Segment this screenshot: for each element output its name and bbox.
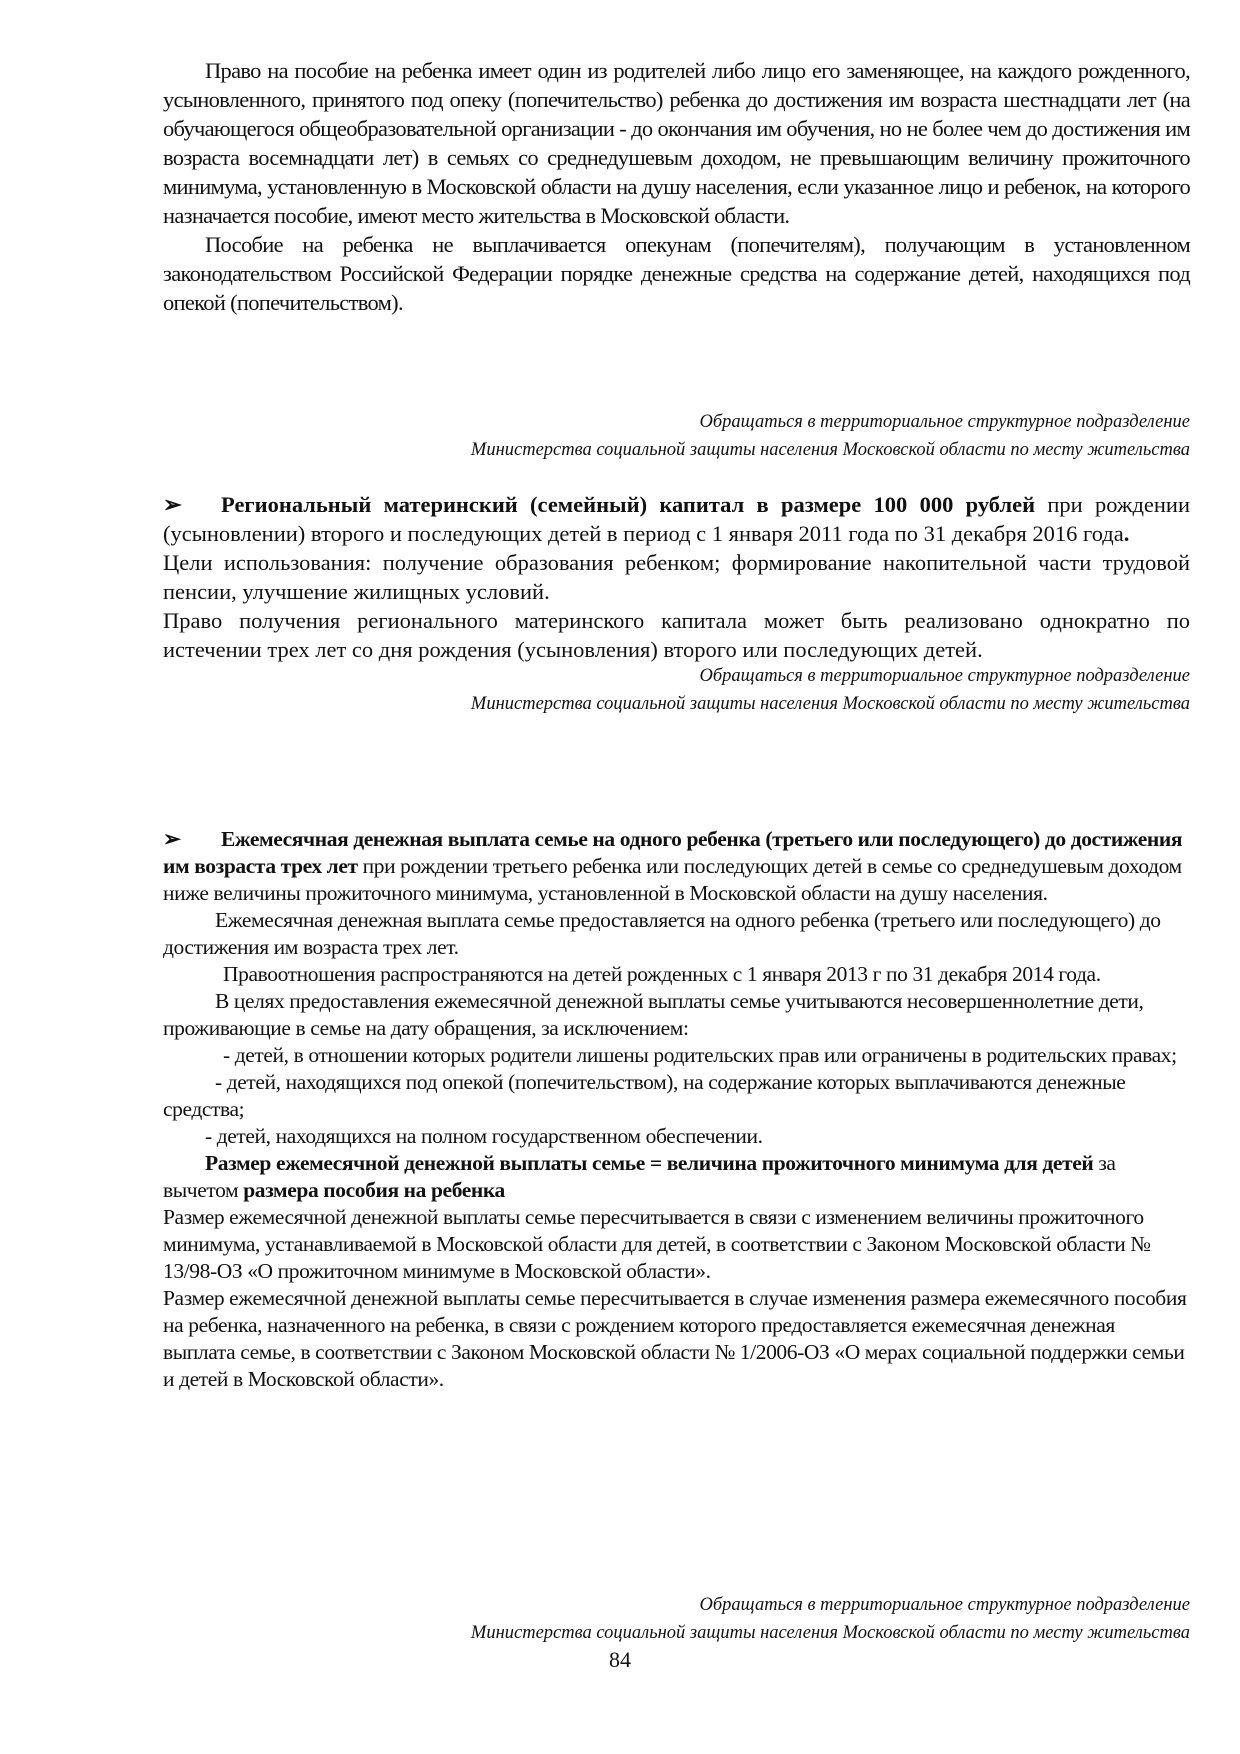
maternity-capital-title [163, 490, 1190, 548]
formula-minus: за вычетом [163, 1151, 1116, 1202]
section-maternity-capital [163, 490, 1190, 664]
contact-line-1: Обращаться в территориальное структурное подразделение [699, 412, 1190, 432]
exclusion-item-3: - детей, находящихся на полном государственном обеспечении. [205, 1124, 763, 1148]
contact-block-1 [163, 408, 1190, 464]
recalculation-paragraph-1: Размер ежемесячной денежной выплаты семье пересчитывается в связи с изменением величины прожиточного минимума, устанавливаемой в Московской области для детей, в соответствии с Законом Московской области № 13/98-ОЗ «О прожиточном минимуме в Московской области». [163, 1205, 1151, 1283]
formula-right: размера пособия на ребенка [243, 1178, 505, 1202]
recalculation-paragraph-2: Размер ежемесячной денежной выплаты семье пересчитывается в случае изменения размера ежемесячного пособия на ребенка, назначенного на ребенка, в связи с рождением которого предоставляется ежемесячная денежная выплата семье, в соответствии с Законом Московской области № 1/2006-ОЗ «О мерах социальной поддержки семьи и детей в Московской области». [163, 1286, 1187, 1391]
monthly-payment-title [163, 826, 1190, 907]
monthly-payment-p1: Ежемесячная денежная выплата семье предоставляется на одного ребенка (третьего или последующего) до достижения им возраста трех лет. [163, 908, 1161, 959]
page-number: 84 [609, 1647, 631, 1672]
exclusion-item-2: - детей, находящихся под опекой (попечительством), на содержание которых выплачиваются денежные средства; [163, 1070, 1126, 1121]
contact-line-2: Министерства социальной защиты населения Московской области по месту жительства [470, 1623, 1190, 1643]
arrow-bullet-icon: ➢ [163, 492, 182, 517]
exclusion-item-1: - детей, в отношении которых родители лишены родительских прав или ограничены в родительских правах; [223, 1043, 1177, 1067]
contact-line-2: Министерства социальной защиты населения Московской области по месту жительства [470, 440, 1190, 460]
contact-line-2: Министерства социальной защиты населения Московской области по месту жительства [470, 694, 1190, 714]
section-child-benefit [163, 56, 1190, 317]
monthly-payment-conditions: при рождении третьего ребенка или последующих детей в семье со среднедушевым доходом ниже величины прожиточного минимума, установленной в Московской области на душу населения. [163, 854, 1182, 905]
formula-left: Размер ежемесячной денежной выплаты семье = величина прожиточного минимума для детей [205, 1151, 1094, 1175]
monthly-payment-p3: В целях предоставления ежемесячной денежной выплаты семье учитываются несовершеннолетние дети, проживающие в семье на дату обращения, за исключением: [163, 989, 1144, 1040]
section-monthly-payment [163, 826, 1190, 1393]
monthly-payment-heading: Ежемесячная денежная выплата семье на одного ребенка (третьего или последующего) до достижения им возраста трех лет [163, 827, 1183, 878]
maternity-capital-period-end: . [1123, 521, 1130, 546]
contact-line-1: Обращаться в территориальное структурное подразделение [699, 1595, 1190, 1615]
maternity-capital-conditions: при рождении (усыновлении) второго и последующих детей в период с 1 января 2011 года по 31 декабря 2016 года [163, 492, 1191, 546]
arrow-bullet-icon: ➢ [163, 827, 181, 851]
payment-formula [163, 1150, 1190, 1204]
paragraph-benefit-eligibility: Право на пособие на ребенка имеет один из родителей либо лицо его заменяющее, на каждого рожденного, усыновленного, принятого под опеку (попечительство) ребенка до достижения им возраста шестнадцати лет (на обучающегося общеобразовательной организации - до окончания им обучения, но не более чем до достижения им возраста восемнадцати лет) в семьях со среднедушевым доходом, не превышающим величину прожиточного минимума, установленную в Московской области на душу населения, если указанное лицо и ребенок, на которого назначается пособие, имеют место жительства в Московской области. [163, 58, 1190, 228]
monthly-payment-p2: Правоотношения распространяются на детей рожденных с 1 января 2013 г по 31 декабря 2014 года. [223, 962, 1101, 986]
maternity-capital-right: Право получения регионального материнского капитала может быть реализовано однократно по истечении трех лет со дня рождения (усыновления) второго или последующих детей. [163, 608, 1190, 662]
maternity-capital-goals: Цели использования: получение образования ребенком; формирование накопительной части трудовой пенсии, улучшение жилищных условий. [163, 550, 1190, 604]
contact-block-3 [163, 1591, 1190, 1647]
maternity-capital-heading: Региональный материнский (семейный) капитал в размере 100 000 рублей [221, 492, 1036, 517]
paragraph-benefit-exclusion: Пособие на ребенка не выплачивается опекунам (попечителям), получающим в установленном законодательством Российской Федерации порядке денежные средства на содержание детей, находящихся под опекой (попечительством). [163, 232, 1190, 315]
contact-line-1: Обращаться в территориальное структурное подразделение [699, 666, 1190, 686]
contact-block-2 [163, 662, 1190, 718]
